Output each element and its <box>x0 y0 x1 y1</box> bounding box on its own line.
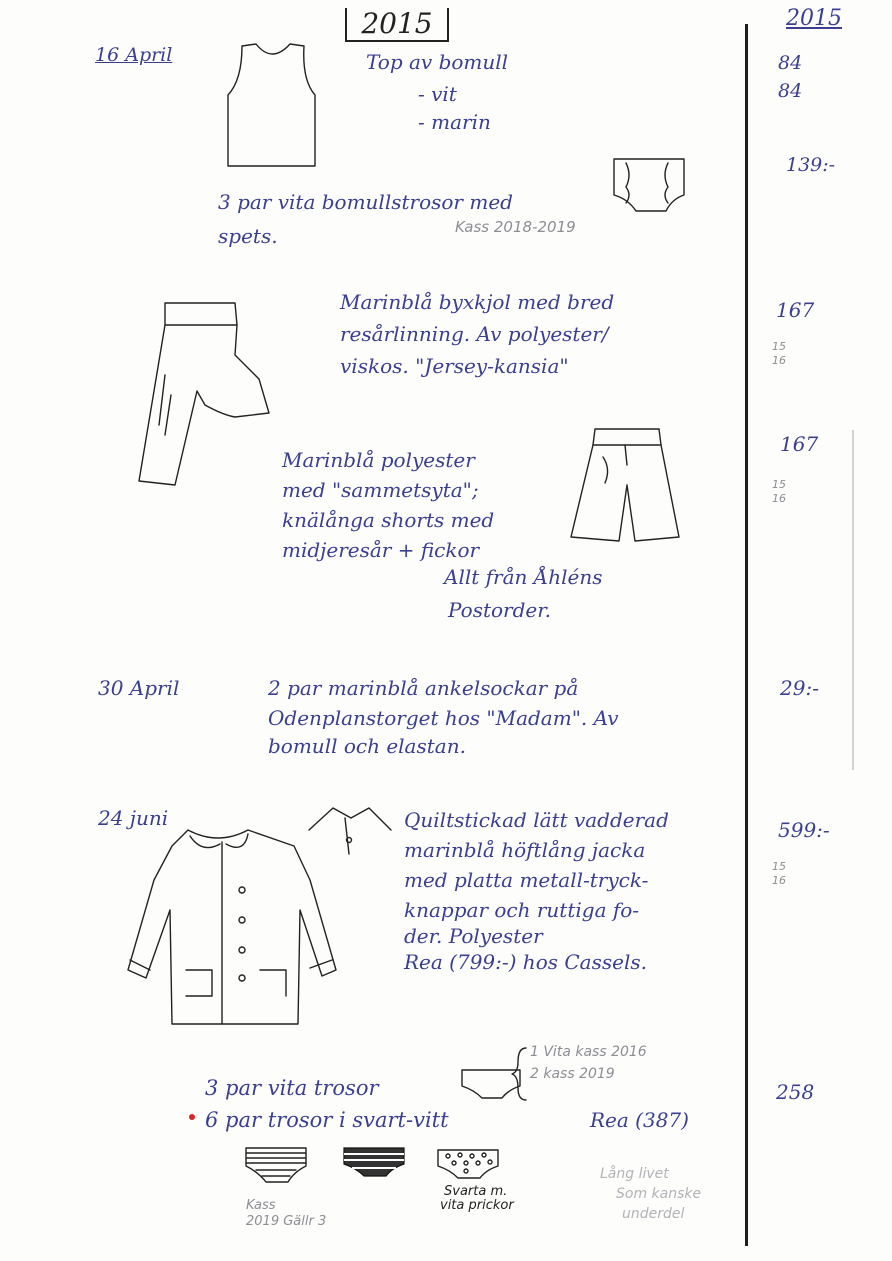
bracket-note: 2 kass 2019 <box>530 1066 615 1082</box>
pencil-note: Lång livet <box>600 1166 669 1182</box>
pencil-note: 15 16 <box>772 860 786 887</box>
year-title: 2015 <box>345 8 449 42</box>
pencil-note: Som kanske <box>616 1186 702 1202</box>
margin-divider <box>745 24 748 1246</box>
skirt-trousers-sketch <box>135 295 280 495</box>
entry-text: med "sammetsyta"; <box>282 478 479 502</box>
page-edge-mark <box>852 430 854 770</box>
price-circled: 167 <box>776 298 815 322</box>
margin-year: 2015 <box>786 6 842 31</box>
entry-text: Rea (799:-) hos Cassels. <box>404 950 647 974</box>
bracket-mark <box>512 1044 532 1104</box>
entry-text: marinblå höftlång jacka <box>404 838 646 862</box>
entry-text: Quiltstickad lätt vadderad <box>404 808 669 832</box>
price-circled: 258 <box>776 1080 815 1104</box>
entry-text: Top av bomull <box>366 50 509 74</box>
price-circled: 139:- <box>786 154 836 176</box>
price-circled: 84 <box>778 52 803 74</box>
entry-text: 6 par trosor i svart-vitt <box>205 1108 449 1132</box>
entry-text: knappar och ruttiga fo- <box>404 898 640 922</box>
entry-text: 2 par marinblå ankelsockar på <box>268 676 579 700</box>
entry-text: Odenplanstorget hos "Madam". Av <box>268 706 619 730</box>
red-mark <box>189 1114 195 1120</box>
caption: vita prickor <box>440 1198 514 1213</box>
entry-text: Marinblå byxkjol med bred <box>340 290 615 314</box>
entry-text: bomull och elastan. <box>268 734 466 758</box>
entry-text: - vit <box>418 82 457 106</box>
pencil-note: underdel <box>622 1206 685 1222</box>
entry-text: knälånga shorts med <box>282 508 495 532</box>
entry-source: Allt från Åhléns <box>444 565 603 589</box>
entry-text: - marin <box>418 110 491 134</box>
collar-detail-sketch <box>305 800 395 860</box>
entry-date: 30 April <box>98 676 180 700</box>
tank-top-sketch <box>220 40 330 170</box>
dark-striped-briefs-sketch <box>342 1144 408 1182</box>
rea-note: Rea (387) <box>590 1108 689 1132</box>
striped-briefs-sketch <box>244 1144 310 1188</box>
caption: Svarta m. <box>444 1184 508 1199</box>
pencil-note: Kass 2018-2019 <box>455 218 576 236</box>
bracket-note: 1 Vita kass 2016 <box>530 1044 647 1060</box>
shorts-sketch <box>565 425 685 550</box>
entry-text: med platta metall-tryck- <box>404 868 649 892</box>
price-circled: 599:- <box>778 818 830 842</box>
entry-text: Marinblå polyester <box>282 448 475 472</box>
entry-text: 3 par vita trosor <box>205 1076 379 1100</box>
briefs-lace-sketch <box>610 155 690 217</box>
price-circled: 167 <box>780 432 819 456</box>
price-circled: 84 <box>778 80 803 102</box>
entry-text: der. Polyester <box>404 924 543 948</box>
entry-text: 3 par vita bomullstrosor med <box>218 190 513 214</box>
entry-text: midjeresår + fickor <box>282 538 480 562</box>
caption: 2019 Gällr 3 <box>246 1214 327 1229</box>
entry-text: resårlinning. Av polyester/ <box>340 322 609 346</box>
entry-date: 16 April <box>95 44 173 66</box>
dotted-briefs-sketch <box>436 1146 502 1186</box>
entry-date: 24 juni <box>98 806 169 830</box>
caption: Kass <box>246 1198 276 1213</box>
pencil-note: 15 16 <box>772 478 786 505</box>
price-circled: 29:- <box>780 676 819 700</box>
pencil-note: 15 16 <box>772 340 786 367</box>
entry-text: spets. <box>218 224 278 248</box>
entry-source: Postorder. <box>448 598 551 622</box>
entry-text: viskos. "Jersey-kansia" <box>340 354 569 378</box>
